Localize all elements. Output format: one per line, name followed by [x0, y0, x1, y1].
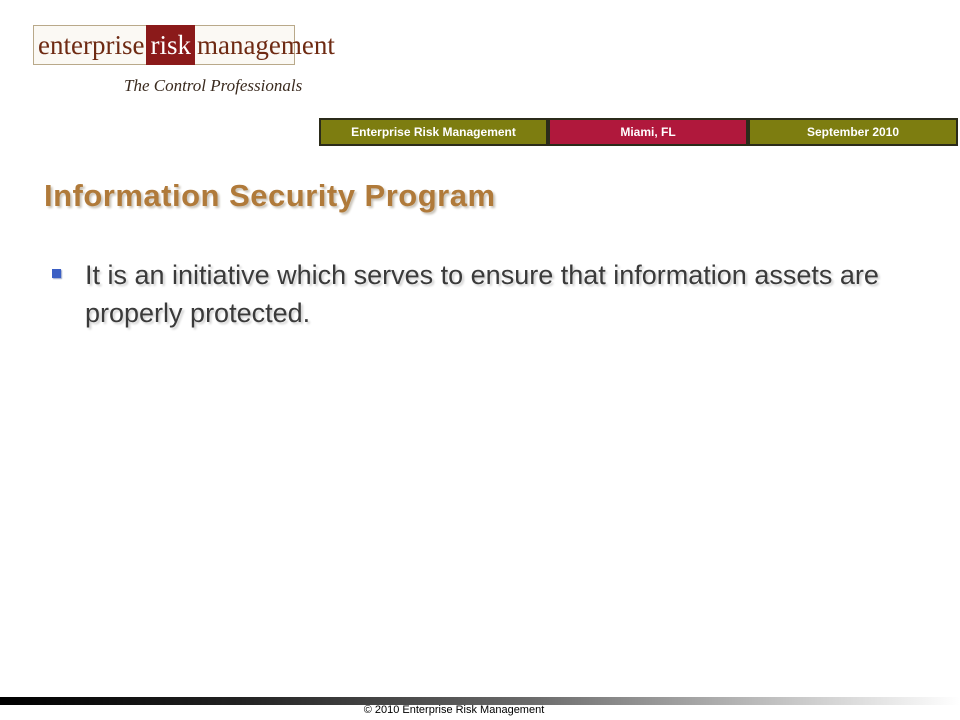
- bullet-list: [52, 256, 912, 332]
- logo-word-enterprise: enterprise: [38, 29, 145, 60]
- bullet-square-icon: [52, 269, 61, 278]
- company-logo: [33, 25, 335, 65]
- header-tab-company: Enterprise Risk Management: [319, 118, 548, 146]
- header-tab-location: Miami, FL: [548, 118, 748, 146]
- logo-word-management: management: [196, 29, 335, 60]
- slide-title: Information Security Program: [44, 178, 496, 213]
- bullet-text: It is an initiative which serves to ensure that information assets are properly protected.: [85, 260, 879, 328]
- bullet-item: [52, 256, 912, 332]
- footer-copyright: © 2010 Enterprise Risk Management: [363, 704, 545, 716]
- logo-tagline: The Control Professionals: [124, 76, 303, 95]
- logo-word-risk: risk: [146, 25, 195, 65]
- header-tab-date: September 2010: [748, 118, 958, 146]
